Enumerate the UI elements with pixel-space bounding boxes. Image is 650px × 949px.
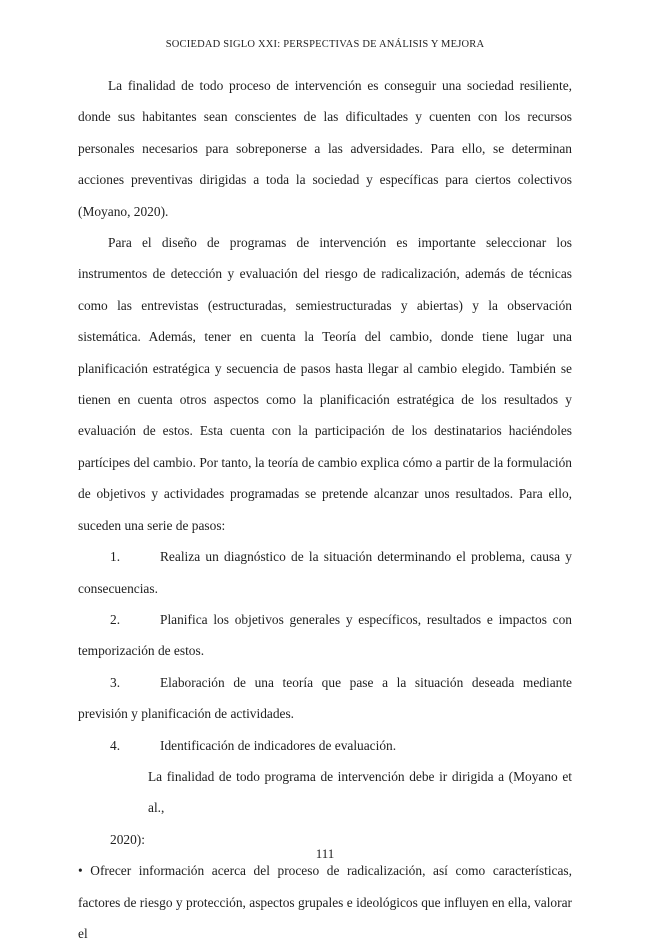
page-number: 111 [315, 846, 335, 861]
body-text [78, 70, 572, 949]
running-header: SOCIEDAD SIGLO XXI: PERSPECTIVAS DE ANÁLISIS Y MEJORA [165, 39, 485, 50]
step-item-2 [78, 604, 572, 667]
step-text: Identificación de indicadores de evaluación. [160, 737, 397, 753]
step-text: Elaboración de una teoría que pase a la situación deseada mediante previsión y planificación de actividades. [78, 674, 572, 722]
step-item-1 [78, 541, 572, 604]
list-intro-line-2: 2020): [110, 831, 145, 847]
step-item-3 [78, 667, 572, 730]
list-intro-line-1: La finalidad de todo programa de intervención debe ir dirigida a (Moyano et al., [148, 768, 572, 816]
step-number: 3. [110, 674, 121, 690]
step-text: Realiza un diagnóstico de la situación determinando el problema, causa y consecuencias. [78, 549, 572, 596]
paragraph-program-design: Para el diseño de programas de intervención es importante seleccionar los instrumentos de detección y evaluación del riesgo de radicalización, además de técnicas como las entrevistas (estructuradas, semiestructuradas y abiertas) y la observación sistemática. Además, tener en cuenta la Teoría del cambio, donde tiene lugar una planificación estratégica y secuencia de pasos hasta llegar al cambio elegido. También se tienen en cuenta otros aspectos como la planificación estratégica de los resultados y evaluación de estos. Esta cuenta con la participación de los destinatarios haciéndoles partícipes del cambio. Por tanto, la teoría de cambio explica cómo a partir de la formulación de objetivos y actividades programadas se pretende alcanzar unos resultados. Para ello, suceden una serie de pasos: [78, 235, 572, 533]
step-number: 2. [110, 611, 121, 627]
step-text: Planifica los objetivos generales y específicos, resultados e impactos con temporización de estos. [78, 611, 572, 659]
paragraph-intro: La finalidad de todo proceso de intervención es conseguir una sociedad resiliente, donde sus habitantes sean conscientes de las dificultades y cuenten con los recursos personales necesarios para sobreponerse a las adversidades. Para ello, se determinan acciones preventivas dirigidas a toda la sociedad y específicas para ciertos colectivos (Moyano, 2020). [78, 78, 572, 219]
bullet-item: • Ofrecer información acerca del proceso de radicalización, así como características, factores de riesgo y protección, aspectos grupales e ideológicos que influyen en ella, valorar el [78, 863, 572, 941]
step-number: 1. [110, 549, 121, 565]
step-item-4 [78, 730, 572, 761]
step-number: 4. [110, 737, 121, 753]
